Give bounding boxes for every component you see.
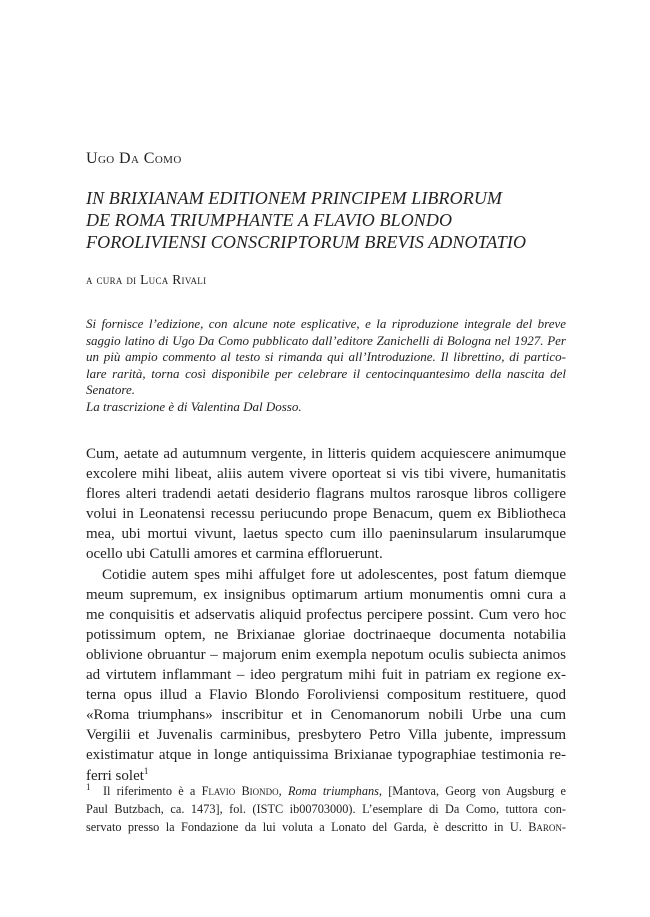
body-text bbox=[86, 444, 566, 786]
body-line: ocello ubi Catulli amores et carmina effloruerunt. bbox=[86, 546, 383, 563]
transcription-credit: La trascrizione è di Valentina Dal Dosso. bbox=[86, 398, 302, 414]
body-line: existimatur atque in longe antiquissima Brixianae typographiae testimonia re- bbox=[86, 747, 566, 764]
body-line: meum supremum, ex insignibus optimarum artium monumentis omni cura a bbox=[86, 586, 566, 603]
body-line: me conquisitis et adservatis aliquid profectus percipere possint. Cum vero hoc bbox=[86, 606, 566, 623]
footnote-line: Paul Butzbach, ca. 1473], fol. (ISTC ib00703000). L’esemplare di Da Como, tuttora con- bbox=[86, 802, 566, 816]
body-line: volui in Leonatensi recessu periucundo prope Benacum, quem ex Bibliotheca bbox=[86, 506, 566, 523]
footnote-text: Il riferimento è a bbox=[102, 784, 202, 798]
abstract-line: saggio latino di Ugo Da Como pubblicato dall’editore Zanichelli di Bologna nel 1927. Per bbox=[86, 332, 566, 348]
body-line: potissimum optem, ne Brixianae gloriae doctrinaeque documenta notabilia bbox=[86, 626, 566, 643]
body-line: Vergilii et Juvenalis carminibus, presbytero Petro Villa jubente, impressum bbox=[86, 727, 566, 744]
title-line: DE ROMA TRIUMPHANTE A FLAVIO BLONDO bbox=[86, 210, 453, 230]
abstract bbox=[86, 316, 566, 416]
body-line: Cum, aetate ad autumnum vergente, in litteris quidem acquiescere animumque bbox=[86, 446, 566, 462]
title-line: IN BRIXIANAM EDITIONEM PRINCIPEM LIBRORUM bbox=[86, 188, 503, 208]
body-line: flores alteri tradendi aetati desiderio flagrans multos rarosque libros colligere bbox=[86, 486, 566, 503]
footnote-reference: 1 bbox=[143, 765, 149, 776]
abstract-line: Senatore. bbox=[86, 382, 135, 398]
footnote-author: Baron- bbox=[528, 820, 566, 834]
body-line: oblivione obruantur – majorum enim exempla nepotum oculis subiecta animos bbox=[86, 646, 566, 663]
body-line: mea, ubi mortui vivunt, laetus specto cum illo paeninsularum insularumque bbox=[86, 526, 566, 543]
body-line: terna opus illud a Flavio Blondo Foroliviensi compositum restituere, quod bbox=[86, 687, 566, 704]
body-line: excolere mihi libeat, aliis autem vivere oporteat si vis tibi vivere, humanitatis bbox=[86, 466, 566, 483]
abstract-line: Si fornisce l’edizione, con alcune note esplicative, e la riproduzione integrale del breve bbox=[86, 316, 566, 331]
footnote bbox=[86, 782, 566, 836]
title-line: FOROLIVIENSI CONSCRIPTORUM BREVIS ADNOTATIO bbox=[86, 232, 527, 252]
abstract-line: un più ampio commento al testo si rimanda qui all’Introduzione. Il librettino, di partico- bbox=[86, 349, 566, 365]
abstract-line: lare rarità, torna così disponibile per celebrare il centocinquantesimo della nascita del bbox=[86, 365, 566, 381]
footnote-line bbox=[86, 782, 566, 800]
footnote-book-title: Roma triumphans bbox=[287, 784, 379, 798]
footnote-text: , [Mantova, Georg von Augsburg e bbox=[378, 784, 566, 798]
footnote-mark: 1 bbox=[86, 781, 91, 792]
body-line: ad virtutem inflammant – ideo pergratum mihi fuit in patriam ex regione ex- bbox=[86, 667, 566, 684]
article-title bbox=[86, 187, 566, 253]
body-line: «Roma triumphans» inscribitur et in Cenomanorum nobili Urbe una cum bbox=[86, 707, 566, 724]
author-name: Ugo Da Como bbox=[86, 150, 182, 167]
editor-credit: a cura di Luca Rivali bbox=[86, 272, 207, 287]
body-line: Cotidie autem spes mihi affulget fore ut adolescentes, post fatum diemque bbox=[102, 566, 566, 583]
body-last-text: ferri solet bbox=[86, 767, 144, 784]
footnote-separator: , bbox=[278, 784, 288, 798]
footnote-line bbox=[86, 818, 566, 836]
footnote-author: Flavio Biondo bbox=[201, 784, 279, 798]
footnote-text: servato presso la Fondazione da lui voluta a Lonato del Garda, è descritto in U. bbox=[86, 820, 529, 834]
